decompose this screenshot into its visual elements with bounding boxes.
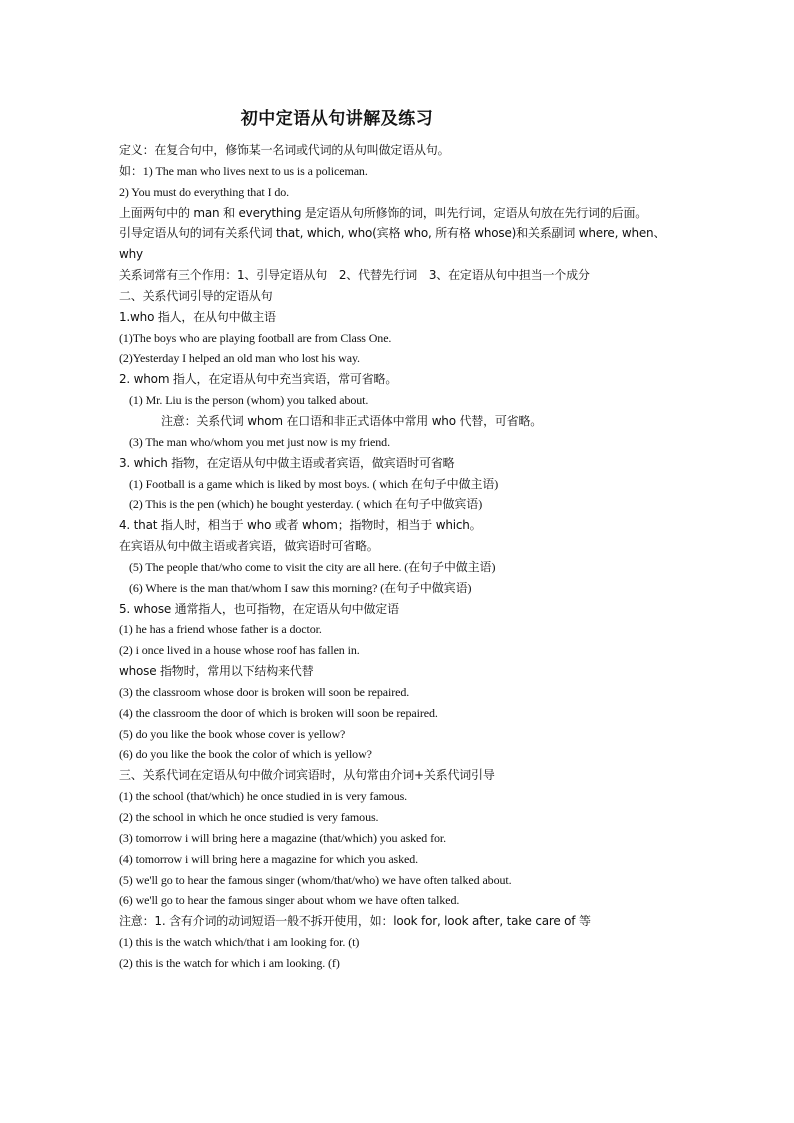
example-line: (3) the classroom whose door is broken will soon be repaired. [119, 684, 410, 699]
subsection-heading: 1.who 指人，在从句中做主语 [119, 309, 276, 324]
document-body [119, 140, 681, 974]
example-line: (1) this is the watch which/that i am looking for. (t) [119, 935, 360, 950]
example-line: (1)The boys who are playing football are from Class One. [119, 330, 392, 345]
example-line: (6) we'll go to hear the famous singer about whom we have often talked. [119, 893, 460, 908]
subsection-heading: 5. whose 通常指人，也可指物，在定语从句中做定语 [119, 601, 399, 616]
example-line: (4) tomorrow i will bring here a magazine for which you asked. [119, 851, 419, 866]
example-line: (2) this is the watch for which i am looking. (f) [119, 955, 340, 970]
example-line: (5) The people that/who come to visit the city are all here. (在句子中做主语) [129, 559, 496, 574]
paragraph: 在宾语从句中做主语或者宾语，做宾语时可省略。 [119, 539, 379, 554]
note-line: 注意：关系代词 whom 在口语和非正式语体中常用 who 代替，可省略。 [161, 413, 543, 428]
example-line: (6) Where is the man that/whom I saw this morning? (在句子中做宾语) [129, 580, 472, 595]
note-line: 注意：1. 含有介词的动词短语一般不拆开使用，如：look for, look after, take care of 等 [119, 914, 591, 929]
example-line: (3) The man who/whom you met just now is my friend. [129, 434, 390, 449]
section-heading: 二、关系代词引导的定语从句 [119, 288, 273, 303]
example-line: (2)Yesterday I helped an old man who lost his way. [119, 351, 360, 366]
subsection-heading: 4. that 指人时，相当于 who 或者 whom；指物时，相当于 which。 [119, 518, 482, 533]
example-line: (1) the school (that/which) he once studied in is very famous. [119, 789, 408, 804]
example-line: (2) This is the pen (which) he bought yesterday. ( which 在句子中做宾语) [129, 497, 483, 512]
example-line: (2) i once lived in a house whose roof has fallen in. [119, 643, 360, 658]
definition-line: 定义：在复合句中，修饰某一名词或代词的从句叫做定语从句。 [119, 143, 450, 157]
example-line: (1) he has a friend whose father is a doctor. [119, 622, 322, 637]
subsection-heading: 3. which 指物，在定语从句中做主语或者宾语，做宾语时可省略 [119, 455, 455, 470]
example-line: 如：1) The man who lives next to us is a policeman. [119, 163, 368, 178]
example-line: (6) do you like the book the color of which is yellow? [119, 747, 372, 762]
example-line: (3) tomorrow i will bring here a magazine (that/which) you asked for. [119, 830, 446, 845]
example-line: 2) You must do everything that I do. [119, 184, 290, 199]
paragraph: 引导定语从句的词有关系代词 that, which, who(宾格 who, 所有格 whose)和关系副词 where, when、why [119, 226, 666, 262]
example-line: (5) we'll go to hear the famous singer (whom/that/who) we have often talked about. [119, 872, 512, 887]
example-line: (1) Mr. Liu is the person (whom) you talked about. [129, 393, 369, 408]
subsection-heading: 2. whom 指人，在定语从句中充当宾语，常可省略。 [119, 372, 398, 387]
paragraph: 上面两句中的 man 和 everything 是定语从句所修饰的词，叫先行词，定语从句放在先行词的后面。 [119, 205, 648, 220]
example-line: (1) Football is a game which is liked by most boys. ( which 在句子中做主语) [129, 476, 499, 491]
paragraph: 关系词常有三个作用：1、引导定语从句 2、代替先行词 3、在定语从句中担当一个成分 [119, 268, 590, 283]
section-heading: 三、关系代词在定语从句中做介词宾语时，从句常由介词+关系代词引导 [119, 768, 495, 783]
example-line: (5) do you like the book whose cover is yellow? [119, 726, 346, 741]
page-title: 初中定语从句讲解及练习 [240, 109, 434, 129]
paragraph: whose 指物时，常用以下结构来代替 [119, 664, 314, 679]
example-line: (2) the school in which he once studied is very famous. [119, 810, 379, 824]
example-line: (4) the classroom the door of which is broken will soon be repaired. [119, 705, 438, 720]
